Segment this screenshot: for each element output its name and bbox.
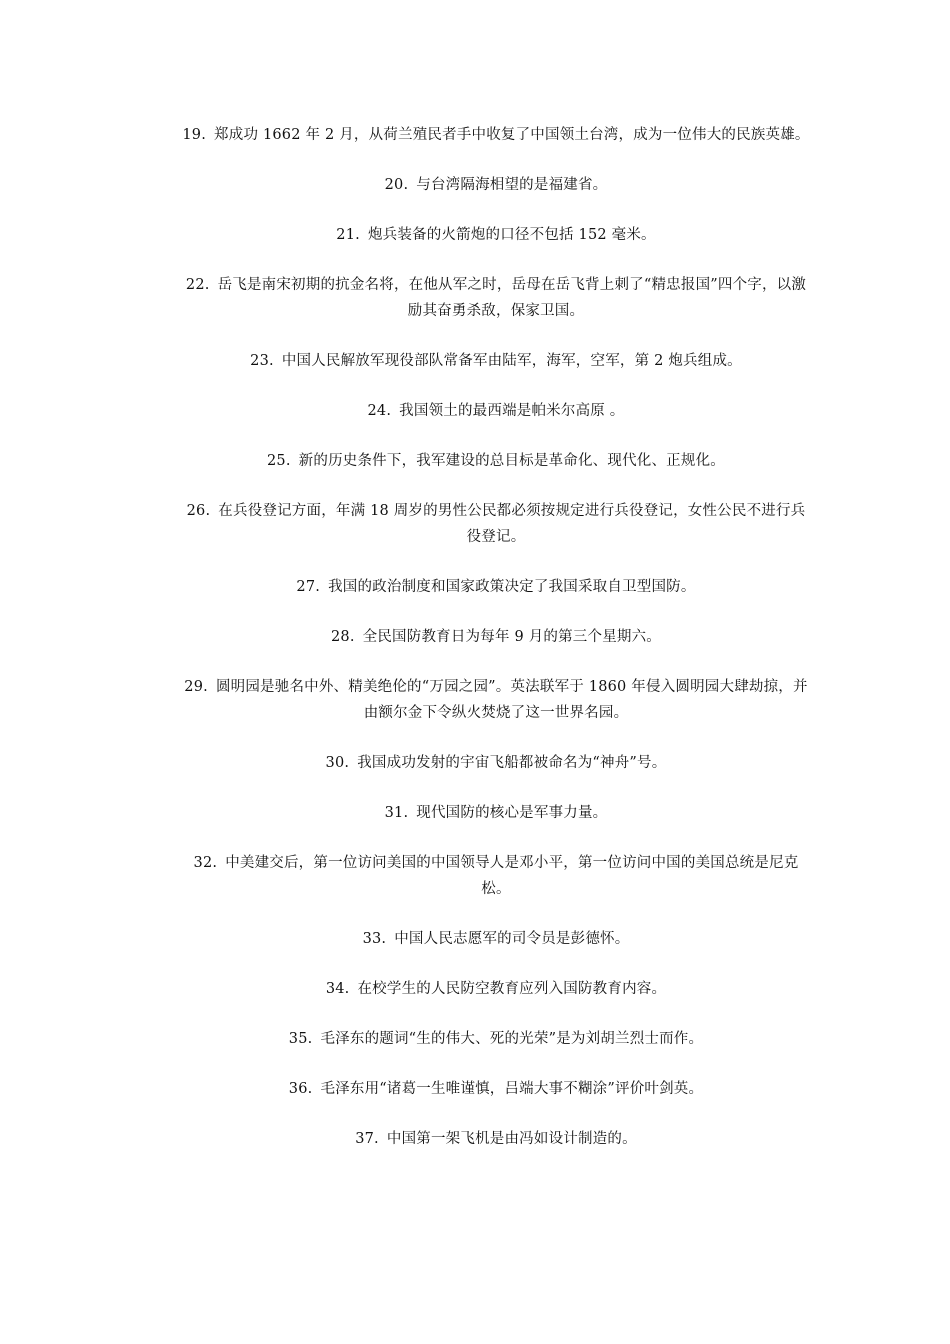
item-text: 我国的政治制度和国家政策决定了我国采取自卫型国防。 [328, 579, 696, 595]
item-text: 我国成功发射的宇宙飞船都被命名为“神舟”号。 [357, 755, 667, 771]
item-text: 在校学生的人民防空教育应列入国防教育内容。 [357, 981, 667, 997]
question-item-20 [180, 172, 812, 198]
item-text: 在兵役登记方面，年满 18 周岁的男性公民都必须按规定进行兵役登记，女性公民不进行兵役登记。 [218, 503, 806, 545]
item-text: 郑成功 1662 年 2 月，从荷兰殖民者手中收复了中国领土台湾，成为一位伟大的民族英雄。 [214, 127, 810, 143]
item-text: 中国人民志愿军的司令员是彭德怀。 [394, 931, 630, 947]
item-text: 圆明园是驰名中外、精美绝伦的“万园之园”。英法联军于 1860 年侵入圆明园大肆劫掠，并由额尔金下令纵火焚烧了这一世界名园。 [215, 679, 808, 721]
item-number: 27. [296, 579, 321, 595]
question-item-29 [180, 674, 812, 726]
item-text: 中国人民解放军现役部队常备军由陆军，海军，空军，第 2 炮兵组成。 [281, 353, 742, 369]
item-number: 32. [193, 855, 218, 871]
question-item-36 [180, 1076, 812, 1102]
question-item-19 [180, 122, 812, 148]
question-item-21 [180, 222, 812, 248]
question-item-22 [180, 272, 812, 324]
question-item-27 [180, 574, 812, 600]
item-number: 19. [182, 127, 207, 143]
item-number: 22. [185, 277, 210, 293]
item-number: 21. [336, 227, 360, 243]
question-item-35 [180, 1026, 812, 1052]
question-item-30 [180, 750, 812, 776]
item-number: 31. [384, 805, 409, 821]
item-text: 中国第一架飞机是由冯如设计制造的。 [386, 1131, 637, 1147]
question-item-26 [180, 498, 812, 550]
item-text: 我国领土的最西端是帕米尔高原 。 [399, 403, 625, 419]
document-page [180, 122, 812, 1176]
question-item-28 [180, 624, 812, 650]
item-number: 37. [355, 1131, 379, 1147]
item-number: 30. [325, 755, 350, 771]
item-text: 毛泽东的题词“生的伟大、死的光荣”是为刘胡兰烈士而作。 [320, 1031, 704, 1047]
item-number: 25. [267, 453, 291, 469]
item-number: 35. [288, 1031, 313, 1047]
item-text: 与台湾隔海相望的是福建省。 [416, 177, 608, 193]
question-item-34 [180, 976, 812, 1002]
item-text: 中美建交后，第一位访问美国的中国领导人是邓小平，第一位访问中国的美国总统是尼克松。 [225, 855, 799, 897]
question-item-33 [180, 926, 812, 952]
question-item-23 [180, 348, 812, 374]
item-text: 毛泽东用“诸葛一生唯谨慎，吕端大事不糊涂”评价叶剑英。 [320, 1081, 704, 1097]
item-number: 36. [288, 1081, 313, 1097]
item-text: 新的历史条件下，我军建设的总目标是革命化、现代化、正规化。 [298, 453, 725, 469]
item-number: 26. [186, 503, 211, 519]
item-number: 20. [384, 177, 409, 193]
question-item-37 [180, 1126, 812, 1152]
question-item-25 [180, 448, 812, 474]
item-text: 现代国防的核心是军事力量。 [416, 805, 608, 821]
item-number: 33. [362, 931, 387, 947]
item-number: 28. [330, 629, 355, 645]
question-item-31 [180, 800, 812, 826]
item-text: 岳飞是南宋初期的抗金名将，在他从军之时，岳母在岳飞背上刺了“精忠报国”四个字，以激励其奋勇杀敌，保家卫国。 [217, 277, 807, 319]
item-number: 23. [250, 353, 274, 369]
item-number: 29. [184, 679, 208, 695]
item-number: 34. [325, 981, 350, 997]
question-item-32 [180, 850, 812, 902]
question-item-24 [180, 398, 812, 424]
item-number: 24. [367, 403, 392, 419]
item-text: 炮兵装备的火箭炮的口径不包括 152 毫米。 [367, 227, 656, 243]
item-text: 全民国防教育日为每年 9 月的第三个星期六。 [362, 629, 661, 645]
